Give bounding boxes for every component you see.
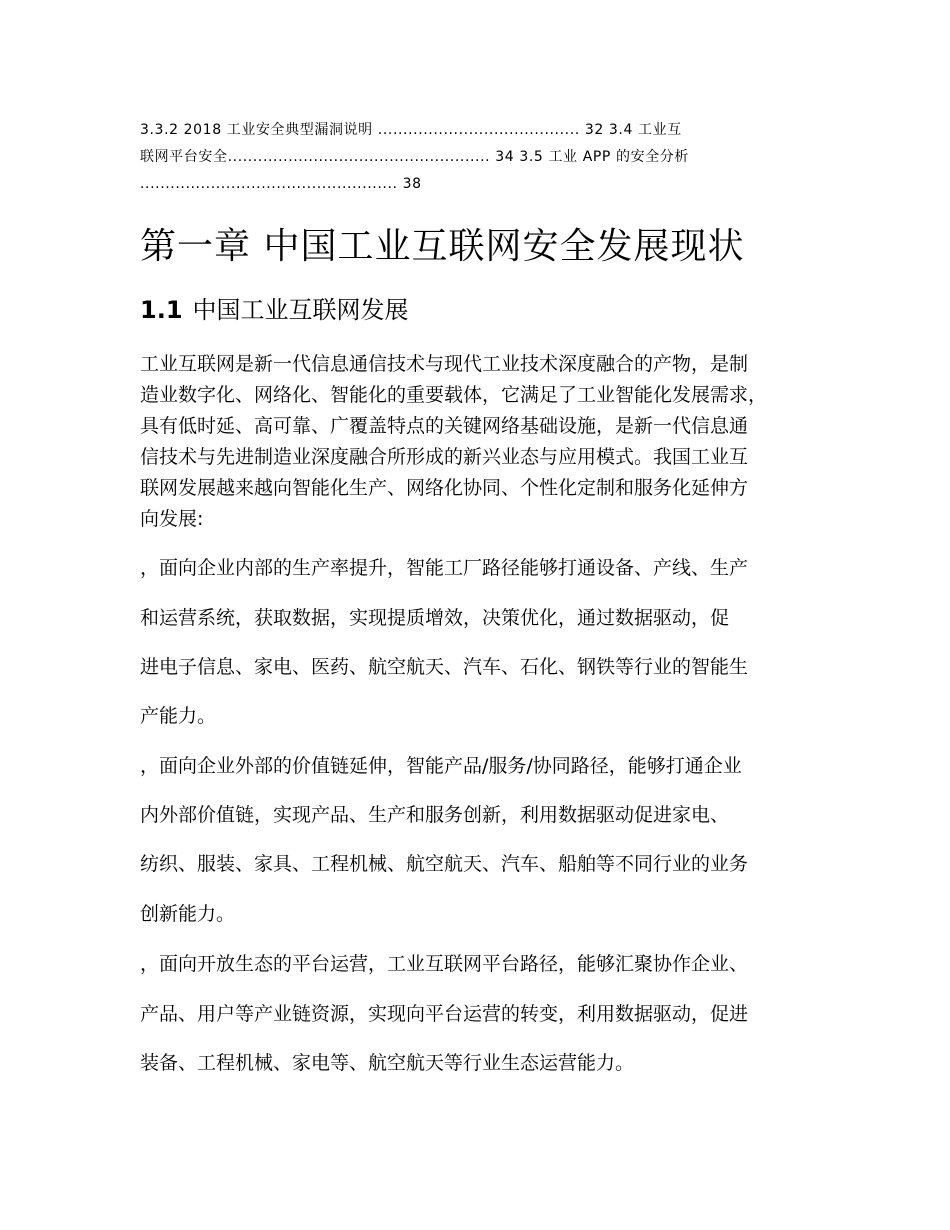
- point-line: 产品、用户等产业链资源，实现向平台运营的转变，利用数据驱动，促进: [140, 1003, 749, 1025]
- point-line: 内外部价值链，实现产品、生产和服务创新，利用数据驱动促进家电、: [140, 804, 730, 826]
- toc-line: 联网平台安全.................................................... 34 3.5 工业 APP 的安全分析: [140, 149, 690, 165]
- point-line: 和运营系统，获取数据，实现提质增效，决策优化，通过数据驱动，促: [140, 607, 730, 629]
- point-line: 进电子信息、家电、医药、航空航天、汽车、石化、钢铁等行业的智能生: [140, 656, 749, 678]
- point-line: 纺织、服装、家具、工程机械、航空航天、汽车、船舶等不同行业的业务: [140, 853, 749, 875]
- point-line: ，面向企业外部的价值链延伸，智能产品/服务/协同路径，能够打通企业: [140, 755, 742, 777]
- point-line: 创新能力。: [140, 903, 236, 925]
- toc-line: 3.3.2 2018 工业安全典型漏洞说明 ........................................ 32 3.4 工业互: [140, 122, 682, 138]
- intro-line: 信技术与先进制造业深度融合所形成的新兴业态与应用模式。我国工业互: [140, 446, 749, 468]
- point-line: ，面向开放生态的平台运营，工业互联网平台路径，能够汇聚协作企业、: [140, 953, 749, 975]
- intro-line: 具有低时延、高可靠、广覆盖特点的关键网络基础设施，是新一代信息通: [140, 415, 749, 437]
- point-line: 装备、工程机械、家电等、航空航天等行业生态运营能力。: [140, 1052, 635, 1074]
- section-title: 中国工业互联网发展: [192, 296, 409, 324]
- point-line: 产能力。: [140, 705, 217, 727]
- intro-line: 向发展:: [140, 508, 204, 530]
- chapter-title: 第一章 中国工业互联网安全发展现状: [140, 226, 745, 267]
- intro-line: 造业数字化、网络化、智能化的重要载体，它满足了工业智能化发展需求，: [140, 384, 768, 406]
- section-heading: [140, 292, 409, 328]
- section-number: 1.1: [140, 296, 183, 324]
- toc-line: ................................................... 38: [140, 176, 422, 192]
- intro-line: 联网发展越来越向智能化生产、网络化协同、个性化定制和服务化延伸方: [140, 477, 749, 499]
- intro-line: 工业互联网是新一代信息通信技术与现代工业技术深度融合的产物，是制: [140, 353, 749, 375]
- point-line: ，面向企业内部的生产率提升，智能工厂路径能够打通设备、产线、生产: [140, 557, 749, 579]
